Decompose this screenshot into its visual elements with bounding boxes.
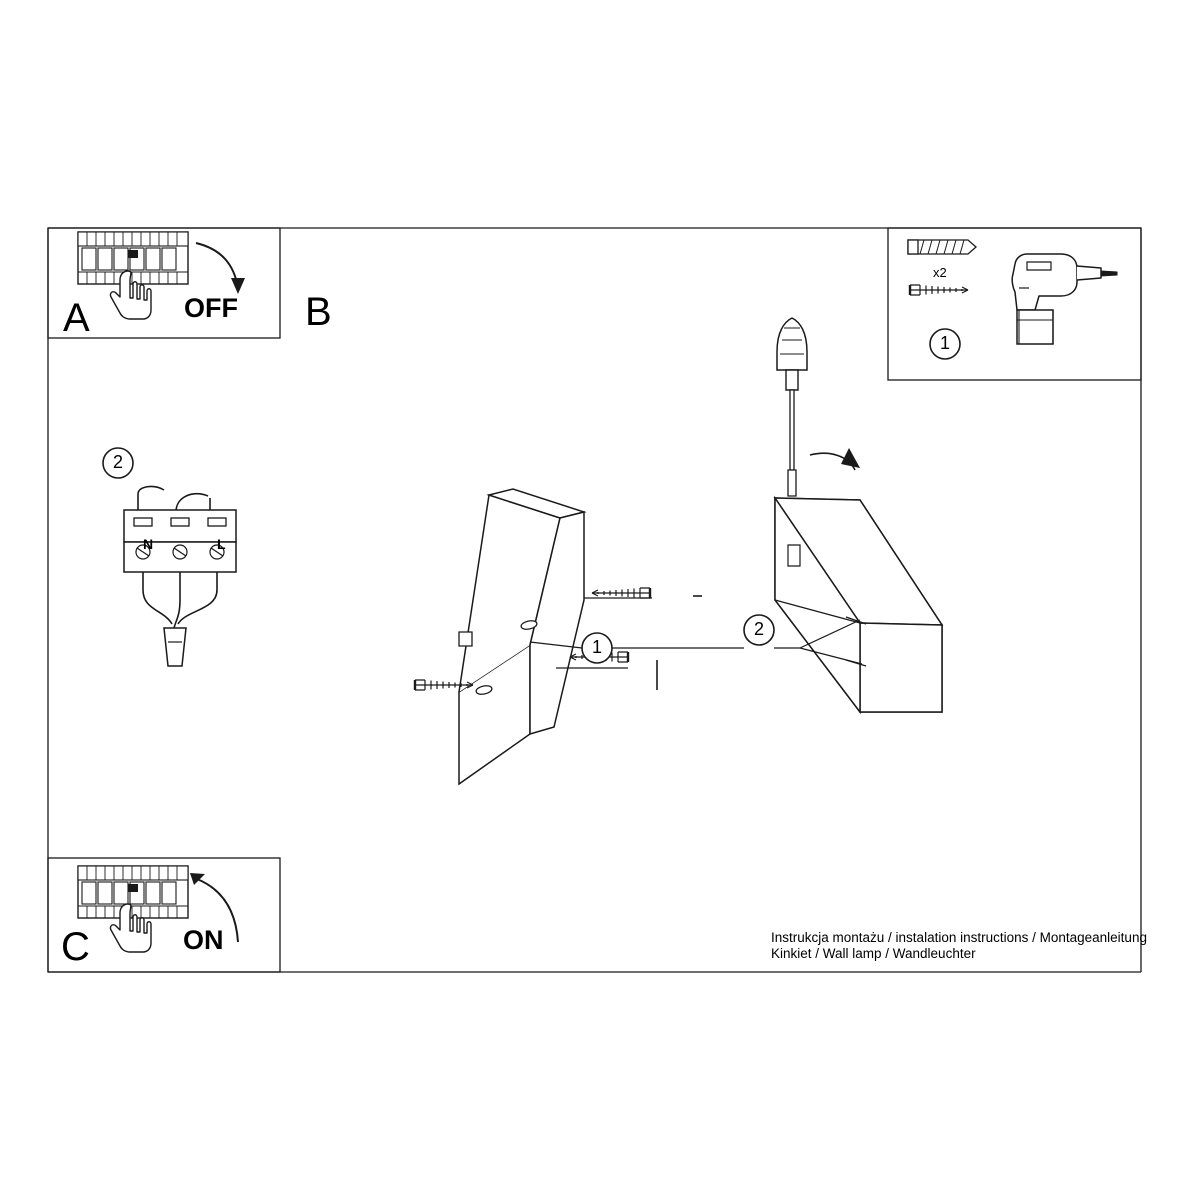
mounting-plate-icon (459, 489, 584, 784)
panel-a-arrow (196, 243, 245, 294)
plate-screw-upper (592, 588, 650, 598)
parts-quantity-label: x2 (933, 265, 947, 280)
panel-b-wiring-step-number: 2 (112, 452, 123, 472)
power-drill-icon (1012, 254, 1117, 344)
panel-b-fixture-step-number: 2 (753, 619, 764, 639)
footer-line-1: Instrukcja montażu / instalation instructions / Montageanleitung (771, 930, 1147, 945)
sheet-frame (48, 228, 1141, 972)
panel-b-bracket-step-number: 1 (591, 637, 602, 657)
panel-c-fusebox (78, 866, 188, 918)
panel-c-letter: C (61, 925, 91, 969)
parts-step-number: 1 (939, 333, 950, 353)
screwdriver-icon (777, 318, 860, 496)
panel-a-letter: A (63, 296, 91, 340)
wall-lamp-body-icon (775, 498, 942, 712)
terminal-block-icon (124, 487, 236, 666)
wall-plug-icon (908, 240, 976, 254)
terminal-label-l: L (217, 536, 226, 552)
panel-a-fusebox (78, 232, 188, 284)
parts-screw-icon (910, 285, 968, 295)
terminal-label-n: N (143, 536, 154, 552)
panel-c-state-label: ON (183, 925, 224, 955)
panel-a-state-label: OFF (184, 293, 238, 323)
panel-b-letter: B (305, 290, 333, 334)
footer-line-2: Kinkiet / Wall lamp / Wandleuchter (771, 946, 976, 961)
